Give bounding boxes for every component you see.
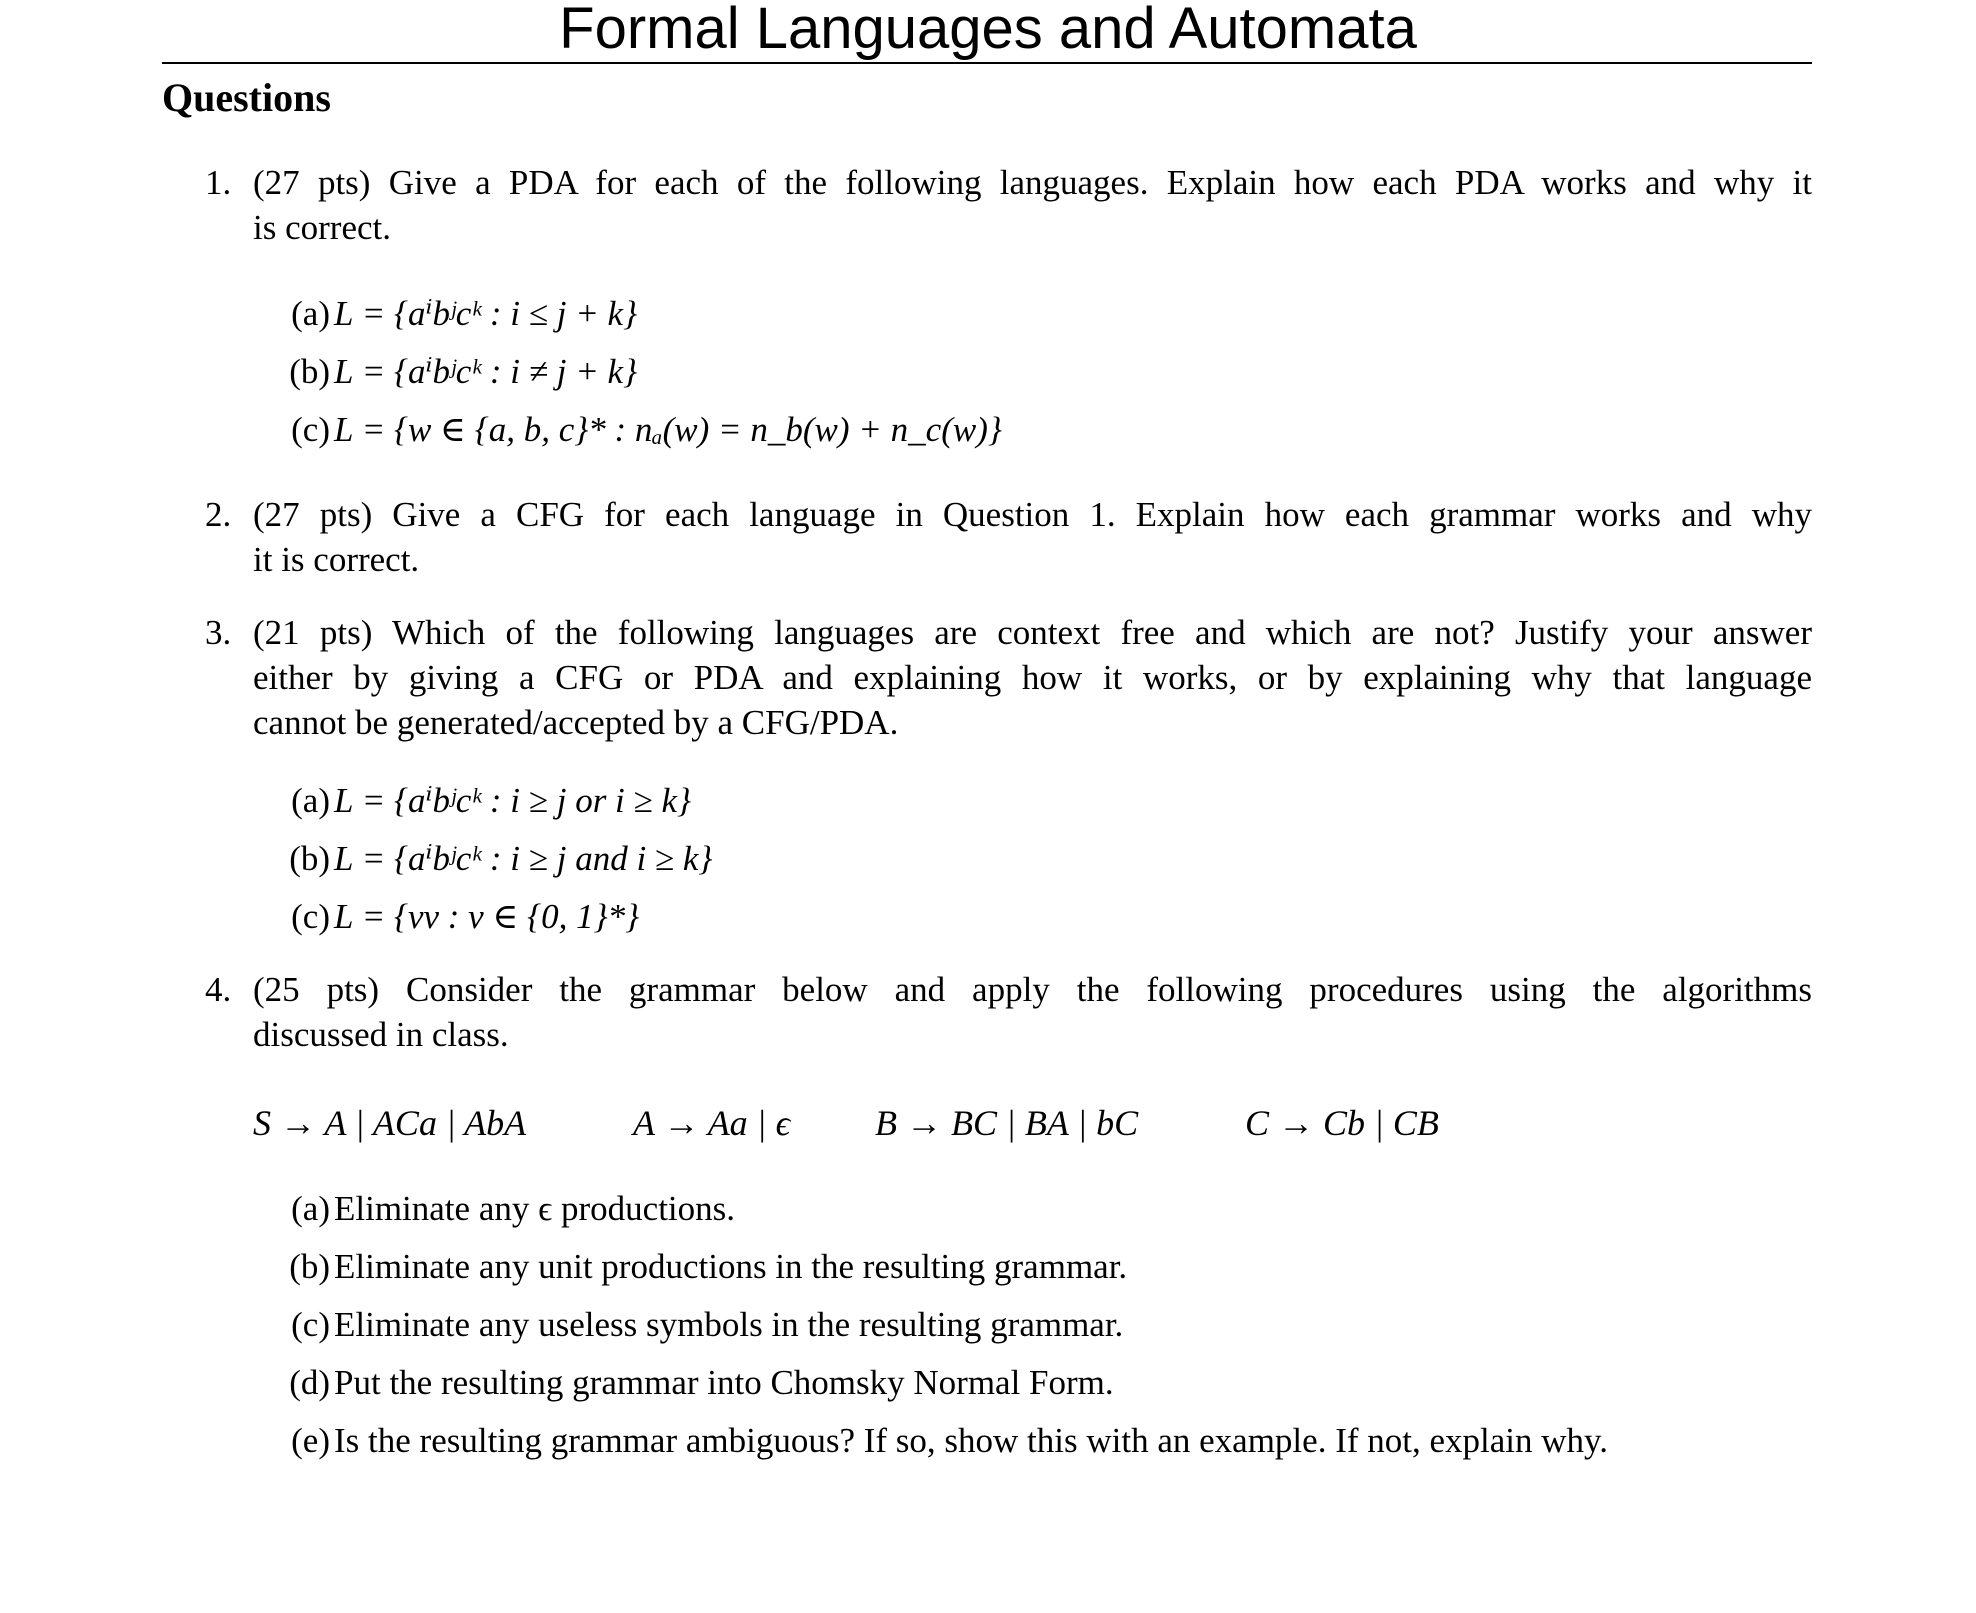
part-label: (e) <box>291 1421 330 1460</box>
question-3 <box>205 610 1812 745</box>
part-label: (c) <box>291 1305 330 1344</box>
question-number: 3. <box>205 613 232 652</box>
question-text-line: (25 pts) Consider the grammar below and apply the following procedures using the algorithms <box>253 970 1812 1009</box>
part-label: (c) <box>291 897 330 936</box>
document-title: Formal Languages and Automata <box>559 0 1417 61</box>
part-label: (a) <box>291 294 330 333</box>
part-text: Eliminate any unit productions in the resulting grammar. <box>334 1247 1128 1286</box>
formula-text: L = {aⁱbʲcᵏ : i ≠ j + k} <box>334 352 638 391</box>
part-label: (b) <box>289 839 330 878</box>
production-rule: B → BC | BA | bC <box>875 1103 1139 1143</box>
part-formula <box>334 888 639 946</box>
question-text-line: discussed in class. <box>253 1015 509 1054</box>
question-number: 4. <box>205 970 232 1009</box>
part-formula <box>334 772 691 830</box>
part-text: Eliminate any useless symbols in the resulting grammar. <box>334 1305 1124 1344</box>
question-text-line: is correct. <box>253 208 391 247</box>
question-number: 1. <box>205 163 232 202</box>
question-text-line: either by giving a CFG or PDA and explaining how it works, or by explaining why that language <box>253 658 1812 697</box>
part-formula <box>334 285 637 343</box>
formula-text: L = {aⁱbʲcᵏ : i ≥ j and i ≥ k} <box>334 839 713 878</box>
part-formula <box>334 830 712 888</box>
question-4 <box>205 967 1812 1057</box>
part-label: (c) <box>291 410 330 449</box>
part-label: (d) <box>289 1363 330 1402</box>
question-text-line: (27 pts) Give a PDA for each of the following languages. Explain how each PDA works and why it <box>253 163 1812 202</box>
formula-text: L = {aⁱbʲcᵏ : i ≥ j or i ≥ k} <box>334 781 692 820</box>
part-label: (b) <box>289 352 330 391</box>
part-label: (a) <box>291 1189 330 1228</box>
question-1 <box>205 160 1812 250</box>
question-text <box>253 967 1812 1057</box>
part-formula <box>334 401 1002 459</box>
question-text <box>253 160 1812 250</box>
section-heading: Questions <box>162 75 331 120</box>
part-text: Is the resulting grammar ambiguous? If so, show this with an example. If not, explain why. <box>334 1421 1608 1460</box>
production-rule: S → A | ACa | AbA <box>253 1103 527 1143</box>
question-number: 2. <box>205 495 232 534</box>
question-text-line: it is correct. <box>253 540 420 579</box>
title-rule <box>162 62 1812 64</box>
question-text <box>253 610 1812 745</box>
question-text-line: cannot be generated/accepted by a CFG/PDA. <box>253 703 899 742</box>
formula-text: L = {aⁱbʲcᵏ : i ≤ j + k} <box>334 294 638 333</box>
formula-text: L = {w ∈ {a, b, c}* : nₐ(w) = n_b(w) + n_c(w)} <box>334 410 1002 449</box>
part-text: Put the resulting grammar into Chomsky Normal Form. <box>334 1363 1114 1402</box>
part-text: Eliminate any ϵ productions. <box>334 1189 736 1228</box>
production-rule: A → Aa | ϵ <box>633 1103 791 1143</box>
question-text <box>253 492 1812 582</box>
formula-text: L = {vv : v ∈ {0, 1}*} <box>334 897 640 936</box>
part-label: (b) <box>289 1247 330 1286</box>
production-rule: C → Cb | CB <box>1245 1103 1439 1143</box>
question-text-line: (27 pts) Give a CFG for each language in Question 1. Explain how each grammar works and why <box>253 495 1812 534</box>
question-2 <box>205 492 1812 582</box>
part-formula <box>334 343 637 401</box>
question-text-line: (21 pts) Which of the following languages are context free and which are not? Justify your answer <box>253 613 1812 652</box>
part-label: (a) <box>291 781 330 820</box>
